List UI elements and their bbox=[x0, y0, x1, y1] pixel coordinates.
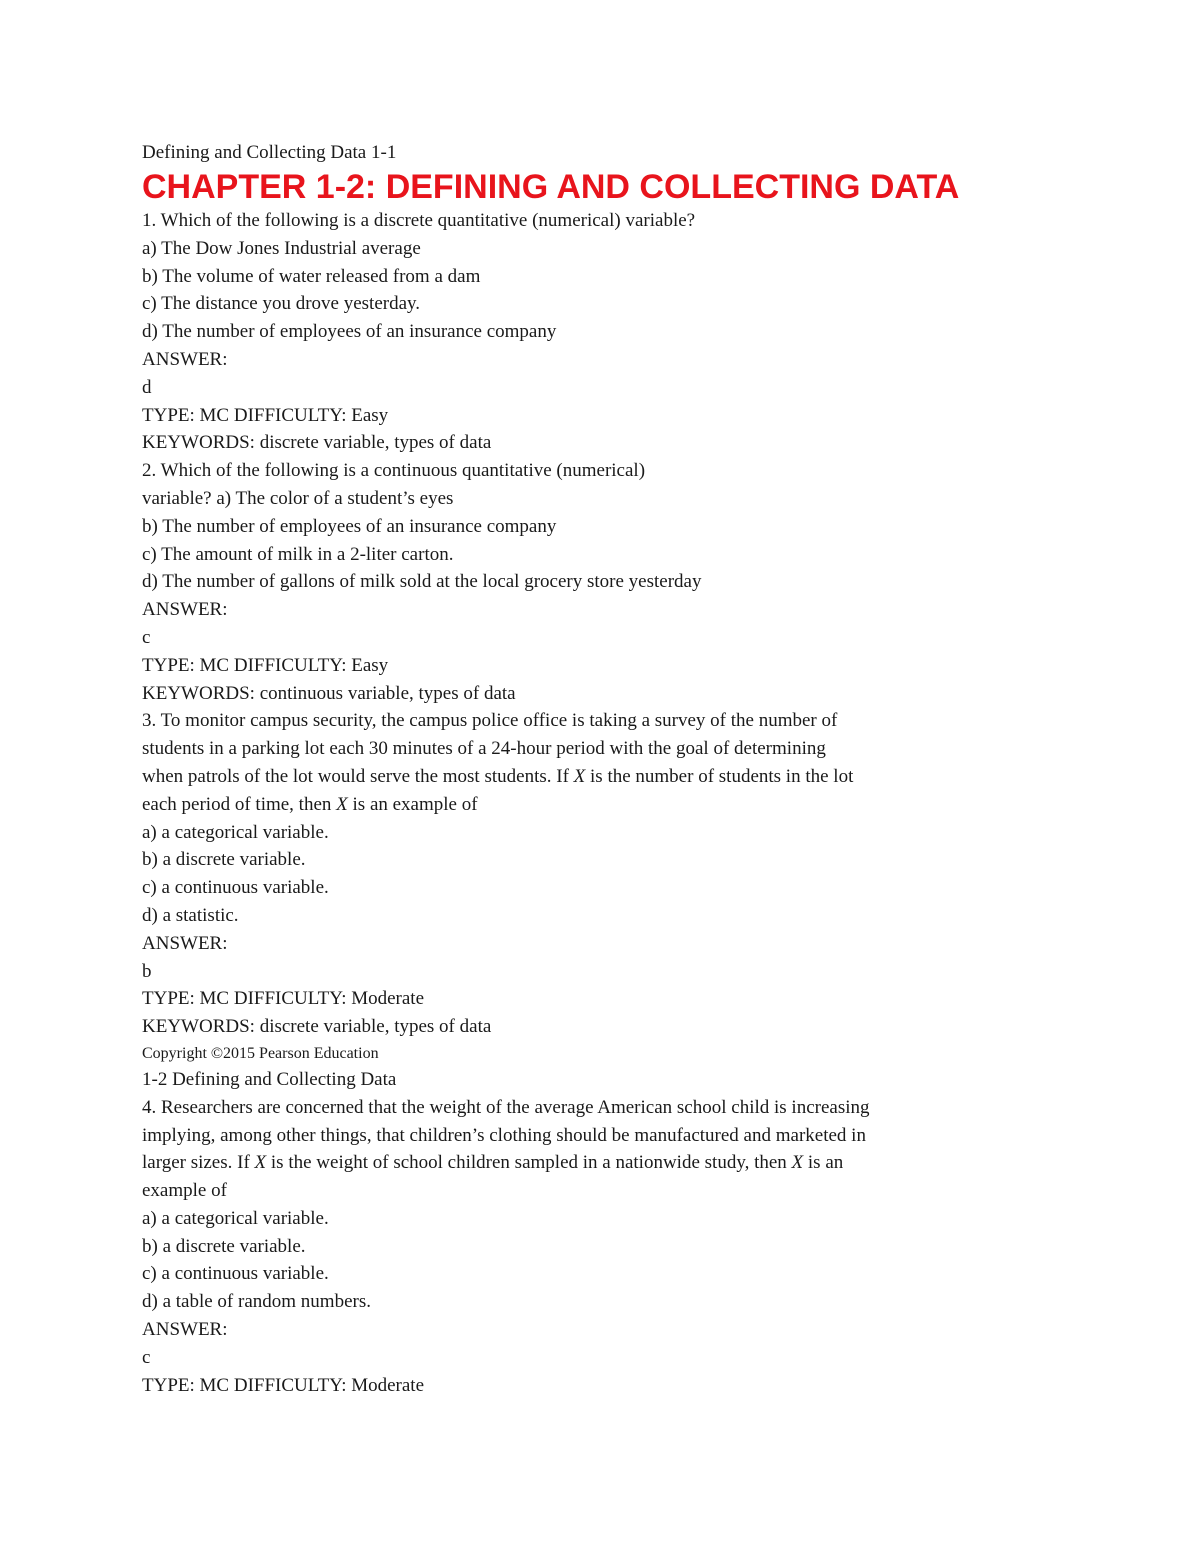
question-line: example of bbox=[142, 1180, 227, 1202]
answer-label-line: ANSWER: bbox=[142, 932, 228, 954]
answer-label-line: ANSWER: bbox=[142, 1319, 228, 1341]
type-line: TYPE: MC DIFFICULTY: Moderate bbox=[142, 988, 425, 1010]
answer-label-line: ANSWER: bbox=[142, 348, 228, 370]
question-line: variable? a) The color of a student’s eyes bbox=[142, 487, 454, 509]
option-line: b) a discrete variable. bbox=[142, 1235, 306, 1257]
question-line: larger sizes. If X is the weight of school children sampled in a nationwide study, then X is an bbox=[142, 1152, 844, 1174]
question-line: 1. Which of the following is a discrete quantitative (numerical) variable? bbox=[142, 210, 696, 231]
option-line: d) a table of random numbers. bbox=[142, 1291, 371, 1313]
option-line: c) a continuous variable. bbox=[142, 877, 329, 899]
copyright-line: Copyright ©2015 Pearson Education bbox=[142, 1044, 379, 1062]
option-line: a) The Dow Jones Industrial average bbox=[142, 237, 421, 259]
option-line: d) The number of employees of an insurance company bbox=[142, 321, 557, 343]
option-line: a) a categorical variable. bbox=[142, 821, 329, 843]
running-header-line: 1-2 Defining and Collecting Data bbox=[142, 1068, 397, 1090]
option-line: b) a discrete variable. bbox=[142, 849, 306, 871]
keywords-line: KEYWORDS: discrete variable, types of data bbox=[142, 432, 492, 454]
question-line: when patrols of the lot would serve the most students. If X is the number of students in the lot bbox=[142, 765, 854, 787]
option-line: c) The amount of milk in a 2-liter carton. bbox=[142, 543, 454, 565]
question-line: 3. To monitor campus security, the campus police office is taking a survey of the number of bbox=[142, 710, 838, 732]
answer-label-line: ANSWER: bbox=[142, 599, 228, 621]
answer-line: d bbox=[142, 376, 152, 398]
answer-line: b bbox=[142, 960, 152, 982]
question-line: each period of time, then X is an example of bbox=[142, 793, 478, 815]
keywords-line: KEYWORDS: discrete variable, types of data bbox=[142, 1016, 492, 1038]
answer-line: c bbox=[142, 1346, 151, 1368]
answer-line: c bbox=[142, 626, 151, 648]
question-line: implying, among other things, that children’s clothing should be manufactured and marketed in bbox=[142, 1124, 866, 1146]
question-line: students in a parking lot each 30 minutes of a 24-hour period with the goal of determining bbox=[142, 738, 826, 760]
option-line: d) a statistic. bbox=[142, 904, 239, 926]
option-line: d) The number of gallons of milk sold at the local grocery store yesterday bbox=[142, 571, 702, 593]
type-line: TYPE: MC DIFFICULTY: Easy bbox=[142, 654, 389, 676]
option-line: b) The volume of water released from a dam bbox=[142, 265, 481, 287]
type-line: TYPE: MC DIFFICULTY: Moderate bbox=[142, 1374, 425, 1396]
question-list bbox=[142, 207, 1142, 1399]
chapter-title: CHAPTER 1-2: DEFINING AND COLLECTING DATA bbox=[142, 168, 960, 206]
document-page bbox=[142, 139, 1142, 1399]
question-line: 4. Researchers are concerned that the weight of the average American school child is increasing bbox=[142, 1096, 870, 1118]
page-header: Defining and Collecting Data 1-1 bbox=[142, 142, 397, 163]
type-line: TYPE: MC DIFFICULTY: Easy bbox=[142, 404, 389, 426]
option-line: b) The number of employees of an insurance company bbox=[142, 515, 557, 537]
option-line: a) a categorical variable. bbox=[142, 1207, 329, 1229]
option-line: c) The distance you drove yesterday. bbox=[142, 293, 421, 315]
keywords-line: KEYWORDS: continuous variable, types of data bbox=[142, 682, 516, 704]
option-line: c) a continuous variable. bbox=[142, 1263, 329, 1285]
question-line: 2. Which of the following is a continuous quantitative (numerical) bbox=[142, 460, 646, 482]
